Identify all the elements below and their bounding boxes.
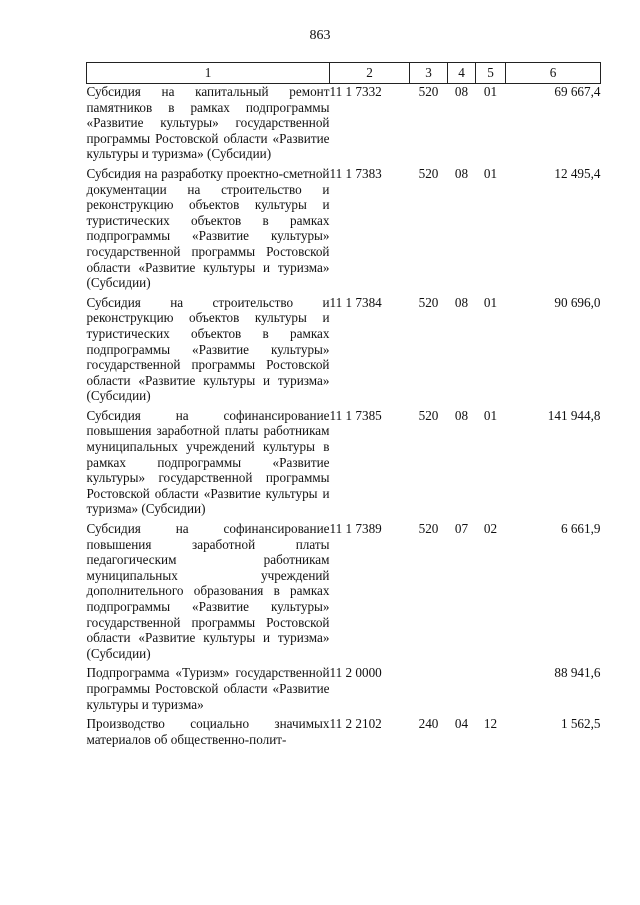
row-col4: 08: [454, 407, 469, 423]
table-row: [87, 716, 601, 751]
row-col5: 12: [483, 716, 498, 732]
row-description: Субсидия на разработку проектно-сметной документации на строительство и реконструкцию объектов культуры и туристических объектов в рамках подпрограммы «Развитие культуры» государственной программы Ростовской области «Развитие культуры и туризма» (Субсидии): [86, 165, 330, 291]
column-header-1: 1: [87, 63, 330, 84]
row-code: 11 1 7385: [329, 407, 382, 423]
row-description: Производство социально значимых материалов об общественно-полит-: [86, 716, 330, 747]
row-amount: 141 944,8: [547, 407, 601, 423]
row-code: 11 1 7384: [329, 294, 382, 310]
row-col4: 08: [454, 165, 469, 181]
row-col5: 01: [483, 294, 498, 310]
row-description: Субсидия на строительство и реконструкцию объектов культуры и туристических объектов в рамках подпрограммы «Развитие культуры» государственной программы Ростовской области «Развитие культуры и туризма» (Субсидии): [86, 294, 330, 404]
row-col4: [448, 665, 476, 716]
row-col5: 01: [483, 407, 498, 423]
row-col3: 520: [418, 407, 439, 423]
column-header-2: 2: [330, 63, 410, 84]
row-amount: 69 667,4: [554, 84, 601, 99]
row-col5: [476, 665, 506, 716]
column-header-6: 6: [506, 63, 601, 84]
table-header-row: [87, 63, 601, 84]
row-amount: 6 661,9: [560, 521, 601, 537]
row-col3: 520: [418, 294, 439, 310]
row-description: Субсидия на софинансирование повышения заработной платы педагогическим работникам муниципальных учреждений дополнительного образования в рамках подпрограммы «Развитие культуры» государственной программы Ростовской области «Развитие культуры и туризма» (Субсидии): [86, 521, 330, 661]
row-col5: 01: [483, 165, 498, 181]
row-col3: 520: [418, 521, 439, 537]
row-description: Подпрограмма «Туризм» государственной программы Ростовской области «Развитие культуры и туризма»: [86, 665, 330, 712]
row-col5: 01: [483, 84, 498, 99]
page-number: 863: [309, 28, 331, 43]
row-description: Субсидия на капитальный ремонт памятников в рамках подпрограммы «Развитие культуры» государственной программы Ростовской области «Развитие культуры и туризма» (Субсидии): [86, 84, 330, 162]
row-col3: 520: [418, 84, 439, 99]
row-col4: 08: [454, 294, 469, 310]
row-amount: 90 696,0: [554, 294, 601, 310]
column-header-3: 3: [410, 63, 448, 84]
budget-table: [86, 62, 601, 751]
table-row: [87, 408, 601, 521]
row-code: 11 2 2102: [329, 716, 382, 732]
row-amount: 1 562,5: [560, 716, 601, 732]
column-header-4: 4: [448, 63, 476, 84]
table-row: [87, 665, 601, 716]
row-description: Субсидия на софинансирование повышения заработной платы работникам муниципальных учреждений культуры в рамках подпрограммы «Развитие культуры» государственной программы Ростовской области «Развитие культуры и туризма» (Субсидии): [86, 407, 330, 517]
row-col4: 07: [454, 521, 469, 537]
table-row: [87, 521, 601, 665]
row-amount: 12 495,4: [554, 165, 601, 181]
table-row: [87, 295, 601, 408]
row-col5: 02: [483, 521, 498, 537]
row-code: 11 1 7389: [329, 521, 382, 537]
row-col4: 08: [454, 84, 469, 99]
column-header-5: 5: [476, 63, 506, 84]
row-code: 11 2 0000: [329, 665, 382, 681]
row-code: 11 1 7332: [329, 84, 382, 99]
table-row: [87, 84, 601, 166]
row-col3: 240: [418, 716, 439, 732]
table-row: [87, 166, 601, 295]
row-amount: 88 941,6: [554, 665, 601, 681]
row-col4: 04: [454, 716, 469, 732]
row-col3: [410, 665, 448, 716]
row-code: 11 1 7383: [329, 165, 382, 181]
row-col3: 520: [418, 165, 439, 181]
